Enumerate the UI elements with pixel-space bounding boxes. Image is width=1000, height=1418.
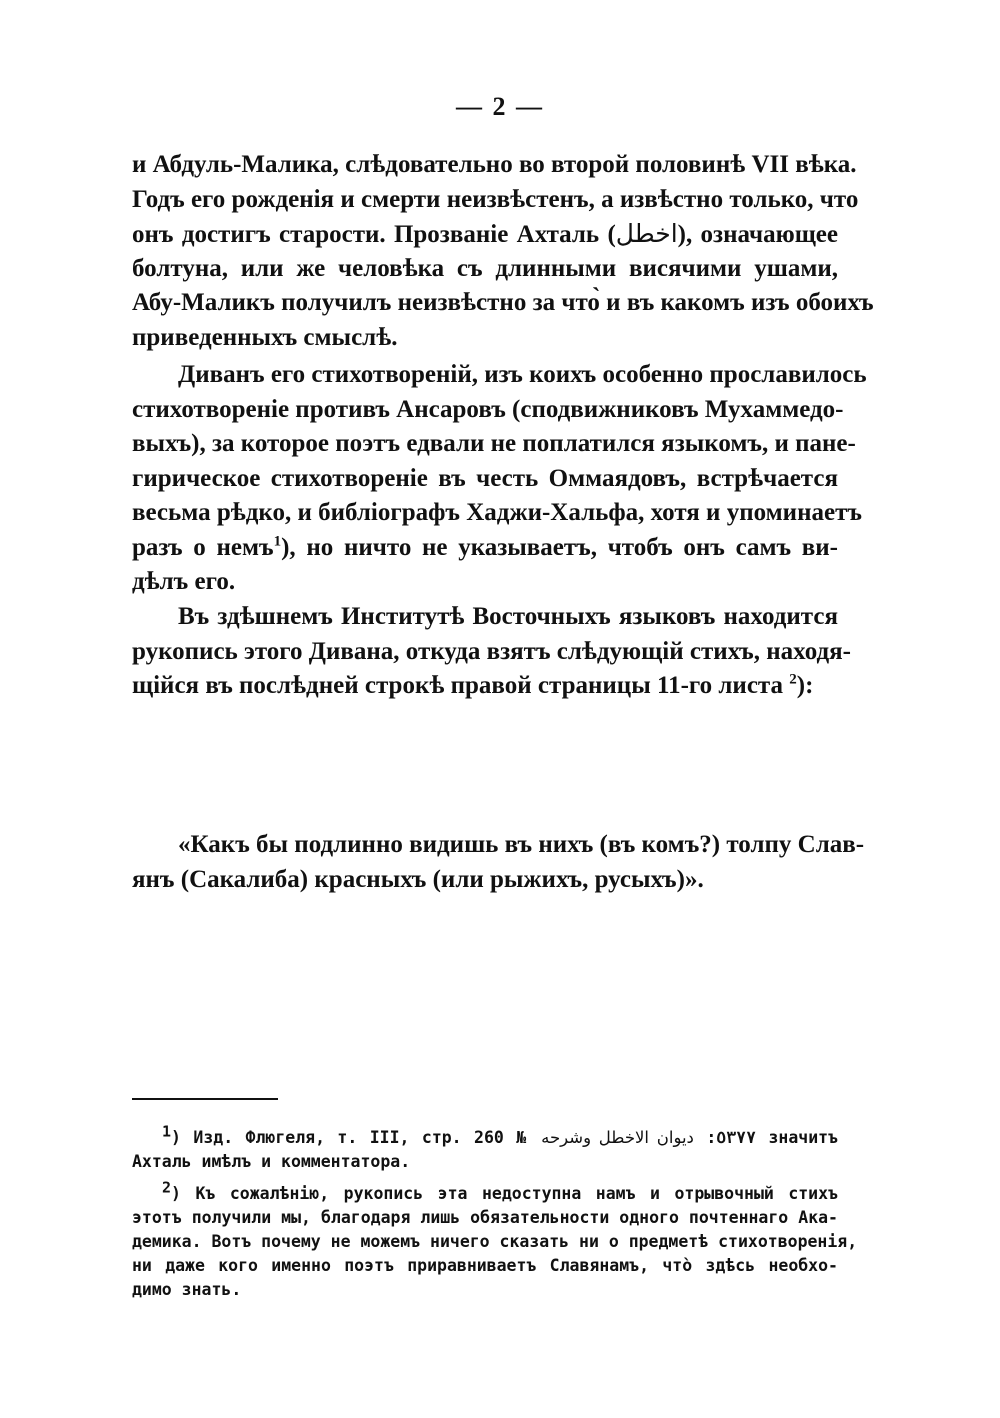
text-line: дѣлъ его. — [132, 568, 236, 595]
footnote-line — [132, 1122, 838, 1150]
arabic-word: اخطل — [615, 219, 678, 248]
text-line: янъ (Сакалиба) красныхъ (или рыжихъ, русыхъ)». — [132, 865, 704, 893]
text-line — [132, 531, 838, 566]
paragraph-2 — [132, 358, 867, 600]
text-line: приведенныхъ смыслѣ. — [132, 323, 398, 351]
text-line: Въ здѣшнемъ Институтѣ Восточныхъ языковъ находится — [178, 603, 838, 630]
paragraph-1 — [132, 148, 874, 355]
footnote-2 — [132, 1178, 858, 1302]
text-segment: щійся въ послѣдней строкѣ правой страницы 11-го листа — [132, 672, 784, 699]
footnote-line: Ахталь имѣлъ и комментатора. — [132, 1152, 411, 1171]
footnote-1 — [132, 1122, 838, 1174]
footnote-marker: 2 — [162, 1178, 172, 1197]
text-segment: ) Къ сожалѣнію, рукопись эта недоступна намъ и отрывочный стихъ — [171, 1184, 838, 1203]
text-line: Диванъ его стихотвореній, изъ коихъ особенно прославилось — [178, 361, 867, 388]
footnote-ref-1: 1 — [273, 533, 282, 550]
paragraph-3 — [132, 600, 851, 704]
text-segment: онъ достигъ старости. Прозваніе Ахталь ( — [132, 221, 616, 248]
text-line: Абу-Маликъ получилъ неизвѣстно за что̀ и въ какомъ изъ обоихъ — [132, 289, 874, 316]
text-line: гирическое стихотвореніе въ честь Оммаядовъ, встрѣчается — [132, 464, 838, 492]
text-line: «Какъ бы подлинно видишь въ нихъ (въ комъ?) толпу Слав- — [178, 831, 865, 858]
text-line: весьма рѣдко, и библіографъ Хаджи-Хальфа, хотя и упоминаетъ — [132, 499, 862, 526]
verse-translation — [132, 828, 865, 897]
text-line — [132, 669, 838, 704]
footnotes — [132, 1122, 858, 1302]
footnote-line: ни даже кого именно поэтъ приравниваетъ Славянамъ, что̀ здѣсь необхо- — [132, 1256, 838, 1275]
text-segment: ) Изд. Флюгеля, т. III, стр. 260 № ٥٣٧٧: — [171, 1128, 757, 1147]
text-segment: ), но ничто не указываетъ, чтобъ онъ самъ ви- — [281, 533, 838, 561]
footnote-ref-2: 2 — [789, 671, 797, 688]
text-line: выхъ), за которое поэтъ едвали не поплатился языкомъ, и пане- — [132, 430, 856, 457]
text-line — [132, 217, 838, 252]
footnote-line — [132, 1178, 838, 1206]
footnote-marker: 1 — [162, 1122, 172, 1141]
text-line: рукопись этого Дивана, откуда взятъ слѣдующій стихъ, находя- — [132, 637, 851, 665]
text-line: Годъ его рожденія и смерти неизвѣстенъ, а извѣстно только, что — [132, 185, 859, 213]
text-segment: ), означающее — [677, 221, 839, 248]
footnote-line: демика. Вотъ почему не можемъ ничего сказать ни о предметѣ стихотворенія, — [132, 1232, 858, 1251]
footnote-divider — [132, 1098, 278, 1100]
page-number: — 2 — — [456, 92, 544, 121]
text-line: болтуна, или же человѣка съ длинными висячими ушами, — [132, 254, 838, 282]
footnote-line: димо знать. — [132, 1280, 242, 1299]
text-line: стихотвореніе противъ Ансаровъ (сподвижниковъ Мухаммедо- — [132, 395, 844, 423]
text-segment: значитъ — [768, 1128, 838, 1147]
footnote-line: этотъ получили мы, благодаря лишь обязательности одного почтеннаго Ака- — [132, 1208, 838, 1227]
text-segment: ): — [796, 672, 814, 699]
text-line: и Абдуль-Малика, слѣдовательно во второй половинѣ VII вѣка. — [132, 151, 857, 178]
arabic-title: ديوان الاخطل وشرحه — [541, 1128, 694, 1147]
text-segment: разъ о немъ — [132, 533, 274, 561]
